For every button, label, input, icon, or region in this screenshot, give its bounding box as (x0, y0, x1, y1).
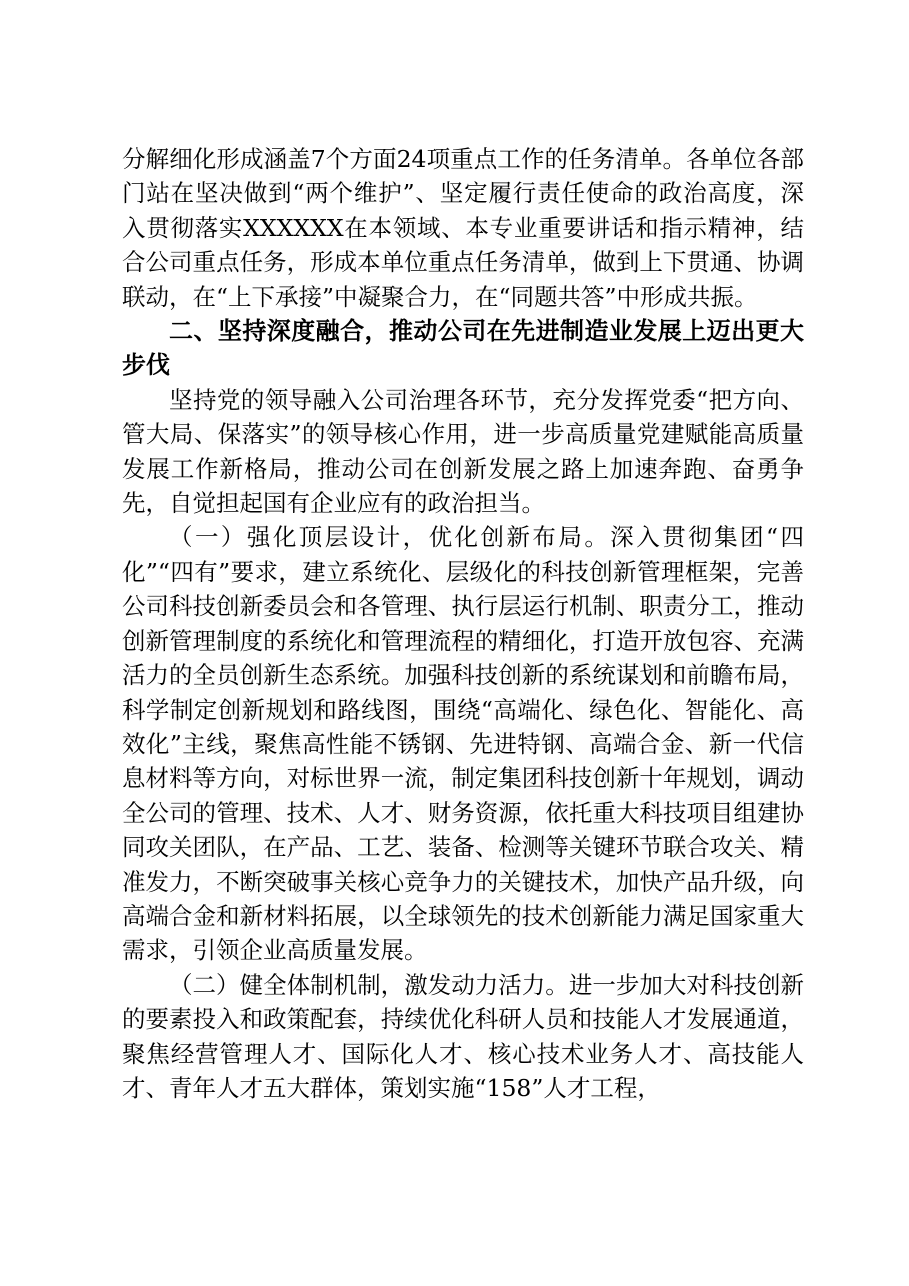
document-body (122, 142, 804, 1105)
paragraph-body-2: 进一步加大对科技创新的要素投入和政策配套，持续优化科研人员和技能人才发展通道，聚焦经营管理人才、国际化人才、核心技术业务人才、高技能人才、青年人才五大群体，策划实施“158”人才工程， (122, 970, 805, 1102)
paragraph-top-level-design (122, 520, 804, 967)
paragraph-mechanism (122, 968, 804, 1106)
paragraph-body-1: 深入贯彻集团“四化”“四有”要求，建立系统化、层级化的科技创新管理框架，完善公司科技创新委员会和各管理、执行层运行机制、职责分工，推动创新管理制度的系统化和管理流程的精细化，打造开放包容、充满活力的全员创新生态系统。加强科技创新的系统谋划和前瞻布局，科学制定创新规划和路线图，围绕“高端化、绿色化、智能化、高效化”主线，聚焦高性能不锈钢、先进特钢、高端合金、新一代信息材料等方向，对标世界一流，制定集团科技创新十年规划，调动全公司的管理、技术、人才、财务资源，依托重大科技项目组建协同攻关团队，在产品、工艺、装备、检测等关键环节联合攻关、精准发力，不断突破事关核心竞争力的关键技术，加快产品升级，向高端合金和新材料拓展，以全球领先的技术创新能力满足国家重大需求，引领企业高质量发展。 (122, 523, 804, 965)
subheading-2: （二）健全体制机制，激发动力活力。 (169, 970, 569, 999)
section-heading-2: 二、坚持深度融合，推动公司在先进制造业发展上迈出更大步伐 (122, 317, 804, 380)
paragraph-task-list: 分解细化形成涵盖7个方面24项重点工作的任务清单。各单位各部门站在坚决做到“两个维护”、坚定履行责任使命的政治高度，深入贯彻落实XXXXXX在本领域、本专业重要讲话和指示精神，结合公司重点任务，形成本单位重点任务清单，做到上下贯通、协调联动，在“上下承接”中凝聚合力，在“同题共答”中形成共振。 (122, 145, 804, 311)
paragraph-party-leadership: 坚持党的领导融入公司治理各环节，充分发挥党委“把方向、管大局、保落实”的领导核心作用，进一步高质量党建赋能高质量发展工作新格局，推动公司在创新发展之路上加速奔跑、奋勇争先，自觉担起国有企业应有的政治担当。 (122, 385, 804, 518)
subheading-1: （一）强化顶层设计，优化创新布局。 (169, 523, 611, 552)
